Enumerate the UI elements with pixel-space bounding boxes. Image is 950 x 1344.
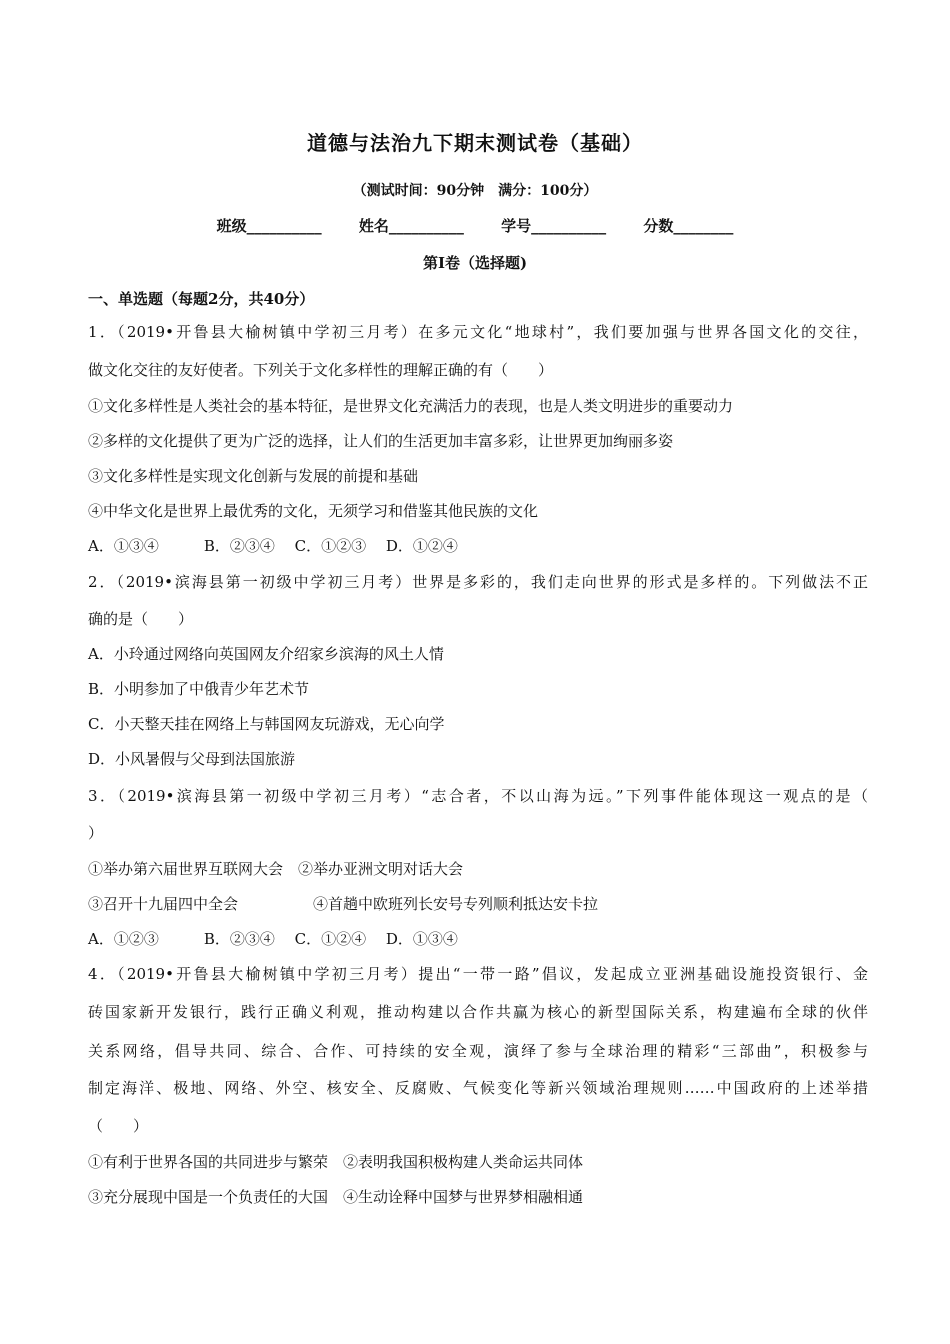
q4-stem-line-2: 砖国家新开发银行，践行正确义利观，推动构建以合作共赢为核心的新型国际关系，构建遍布全球的伙伴 bbox=[88, 1003, 868, 1021]
q3-stem-line-2: ） bbox=[88, 824, 104, 842]
q1-statement-2: ②多样的文化提供了更为广泛的选择，让人们的生活更加丰富多彩，让世界更加绚丽多姿 bbox=[88, 432, 674, 450]
q4-stem-line-5: （ ） bbox=[88, 1117, 149, 1135]
class-field: 班级__________ bbox=[216, 217, 322, 235]
q1-statement-1: ①文化多样性是人类社会的基本特征，是世界文化充满活力的表现，也是人类文明进步的重要动力 bbox=[88, 397, 734, 415]
number-field: 学号__________ bbox=[501, 217, 607, 235]
page-title: 道德与法治九下期末测试卷（基础） bbox=[307, 131, 643, 155]
q2-option-b: B．小明参加了中俄青少年艺术节 bbox=[88, 680, 310, 698]
q2-stem-line-1: 2．（2019•滨海县第一初级中学初三月考）世界是多彩的，我们走向世界的形式是多样的。下列做法不正 bbox=[88, 573, 868, 591]
q1-stem-line-1: 1．（2019•开鲁县大榆树镇中学初三月考）在多元文化“地球村”，我们要加强与世界各国文化的交往， bbox=[88, 323, 868, 341]
q1-statement-4: ④中华文化是世界上最优秀的文化，无须学习和借鉴其他民族的文化 bbox=[88, 502, 539, 520]
q2-option-a: A．小玲通过网络向英国网友介绍家乡滨海的风土人情 bbox=[88, 645, 444, 663]
score-field: 分数________ bbox=[643, 217, 734, 235]
q4-statements-3-4: ③充分展现中国是一个负责任的大国 ④生动诠释中国梦与世界梦相融相通 bbox=[88, 1188, 584, 1206]
volume-heading: 第I卷（选择题) bbox=[422, 254, 528, 272]
q1-options: A．①③④ B．②③④ C．①②③ D．①②④ bbox=[88, 537, 458, 555]
q3-stem-line-1: 3．（2019•滨海县第一初级中学初三月考）“志合者，不以山海为远。”下列事件能体现这一观点的是（ bbox=[88, 787, 868, 805]
student-info-row bbox=[0, 215, 950, 236]
q2-option-c: C．小天整天挂在网络上与韩国网友玩游戏，无心向学 bbox=[88, 715, 445, 733]
q4-stem-line-1: 4．（2019•开鲁县大榆树镇中学初三月考）提出“一带一路”倡议，发起成立亚洲基础设施投资银行、金 bbox=[88, 965, 868, 983]
q1-stem-line-2: 做文化交往的友好使者。下列关于文化多样性的理解正确的有（ ） bbox=[88, 361, 554, 379]
q2-option-d: D．小风暑假与父母到法国旅游 bbox=[88, 750, 296, 768]
name-field: 姓名__________ bbox=[358, 217, 464, 235]
q4-statements-1-2: ①有利于世界各国的共同进步与繁荣 ②表明我国积极构建人类命运共同体 bbox=[88, 1153, 584, 1171]
q3-statements-3-4: ③召开十九届四中全会 ④首趟中欧班列长安号专列顺利抵达安卡拉 bbox=[88, 895, 599, 913]
q1-statement-3: ③文化多样性是实现文化创新与发展的前提和基础 bbox=[88, 467, 419, 485]
q3-options: A．①②③ B．②③④ C．①②④ D．①③④ bbox=[88, 930, 458, 948]
exam-time-info: （测试时间：90分钟 满分：100分） bbox=[352, 183, 598, 199]
q4-stem-line-3: 关系网络，倡导共同、综合、合作、可持续的安全观，演绎了参与全球治理的精彩“三部曲”，积极参与 bbox=[88, 1042, 868, 1060]
q4-stem-line-4: 制定海洋、极地、网络、外空、核安全、反腐败、气候变化等新兴领域治理规则……中国政府的上述举措 bbox=[88, 1079, 868, 1097]
section-heading: 一、单选题（每题2分，共40分） bbox=[88, 290, 315, 308]
q2-stem-line-2: 确的是（ ） bbox=[88, 610, 194, 628]
q3-statements-1-2: ①举办第六届世界互联网大会 ②举办亚洲文明对话大会 bbox=[88, 860, 464, 878]
